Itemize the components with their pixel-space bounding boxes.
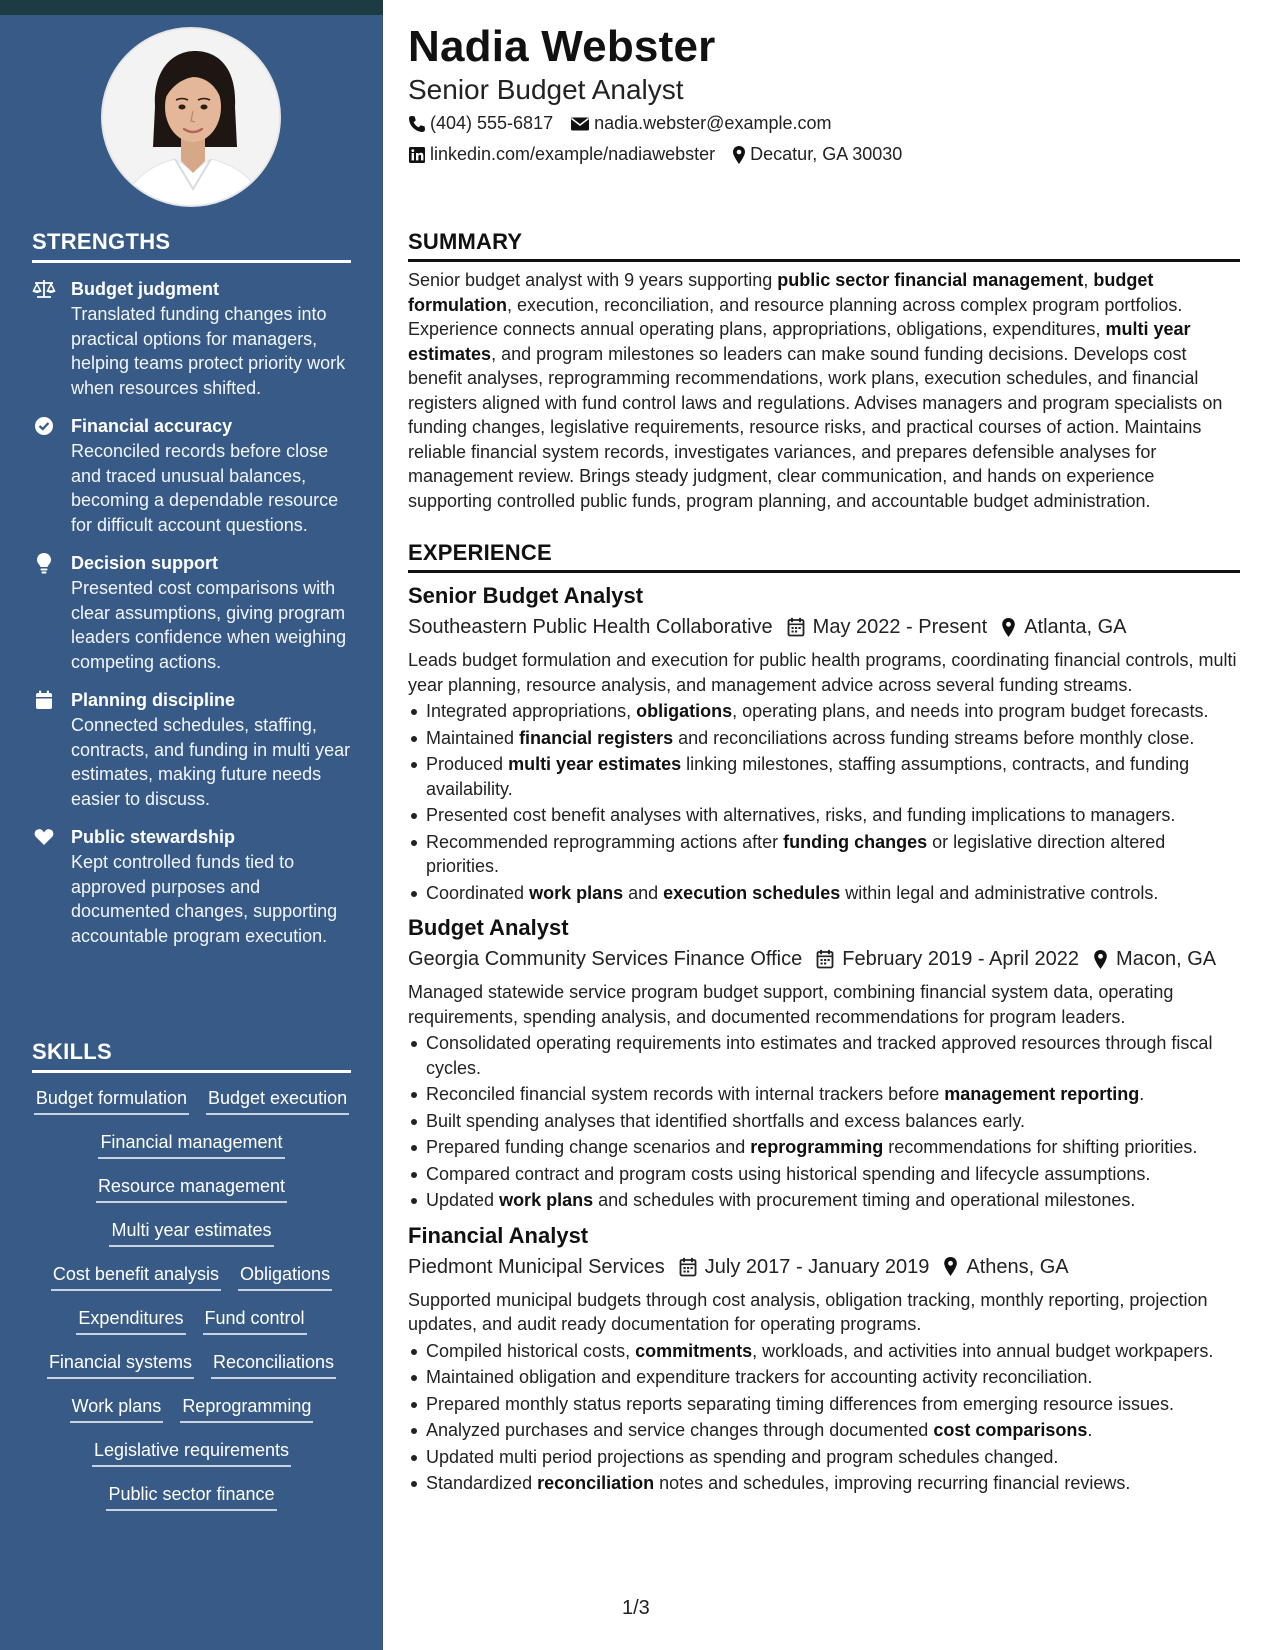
bold-text: work plans bbox=[499, 1190, 594, 1210]
text-run: Integrated appropriations, bbox=[426, 701, 637, 721]
text-run: Prepared monthly status reports separating timing differences from emerging resource issues. bbox=[426, 1393, 1175, 1414]
bullet-item bbox=[408, 1445, 1240, 1470]
text-run: Senior budget analyst with 9 years supporting bbox=[408, 270, 778, 290]
bullet-item bbox=[408, 1339, 1240, 1364]
contact-row-1 bbox=[408, 113, 848, 134]
strength-title: Budget judgment bbox=[71, 279, 219, 299]
location-contact bbox=[732, 144, 902, 165]
strength-item bbox=[32, 688, 351, 811]
job-dates-wrap bbox=[679, 1252, 930, 1282]
text-run: and schedules with procurement timing and operational milestones. bbox=[593, 1190, 1136, 1210]
strength-title: Public stewardship bbox=[71, 827, 236, 847]
text-run: notes and schedules, improving recurring financial reviews. bbox=[654, 1473, 1131, 1493]
strength-title: Financial accuracy bbox=[71, 416, 233, 436]
text-run: and reconciliations across funding streams before monthly close. bbox=[673, 727, 1195, 748]
page-number: 1/3 bbox=[622, 1597, 650, 1619]
job-bullets bbox=[408, 1339, 1240, 1496]
envelope-icon bbox=[570, 116, 590, 132]
profile-photo bbox=[103, 29, 281, 207]
skill-tag: Public sector finance bbox=[106, 1481, 276, 1511]
job-dates: February 2019 - April 2022 bbox=[842, 948, 1080, 970]
job-description: Leads budget formulation and execution for public health programs, coordinating financial controls, multi year planning, resource analysis, and management advice across several funding streams. bbox=[408, 650, 1237, 695]
skill-tag: Obligations bbox=[238, 1261, 332, 1291]
skill-tag: Legislative requirements bbox=[92, 1437, 291, 1467]
text-run: Standardized bbox=[426, 1473, 538, 1493]
bullet-item bbox=[408, 803, 1240, 828]
strength-text: Presented cost comparisons with clear assumptions, giving program leaders confidence when weighing competing actions. bbox=[71, 578, 347, 672]
email-contact[interactable] bbox=[570, 113, 831, 134]
bold-text: cost comparisons bbox=[933, 1420, 1088, 1440]
bold-text: obligations bbox=[636, 701, 733, 721]
text-run: Reconciled financial system records with internal trackers before bbox=[426, 1084, 945, 1104]
bold-text: reprogramming bbox=[750, 1137, 884, 1157]
job-location-wrap bbox=[1001, 612, 1126, 642]
text-run: , execution, reconciliation, and resource planning across complex program portfolios. Experience connects annual operating plans, appropriations, obligations, expenditures, bbox=[408, 294, 1183, 339]
text-run: Produced bbox=[426, 754, 509, 774]
text-run: Presented cost benefit analyses with alternatives, risks, and funding implications to managers. bbox=[426, 805, 1176, 825]
job-meta bbox=[408, 1252, 1240, 1282]
experience-heading: EXPERIENCE bbox=[408, 540, 1240, 573]
main-top-bar bbox=[383, 0, 1275, 4]
job-role: Budget Analyst bbox=[408, 915, 569, 940]
job-entry bbox=[408, 1221, 1240, 1496]
job-location-wrap bbox=[943, 1252, 1068, 1282]
text-run: Maintained bbox=[426, 727, 520, 748]
bold-text: management reporting bbox=[944, 1084, 1140, 1104]
text-run: Updated multi period projections as spending and program schedules changed. bbox=[426, 1446, 1059, 1467]
text-run: within legal and administrative controls. bbox=[840, 882, 1159, 903]
job-org: Southeastern Public Health Collaborative bbox=[408, 616, 773, 638]
skills-section bbox=[32, 1039, 351, 1511]
skill-tag: Budget execution bbox=[206, 1085, 349, 1115]
bullet-item bbox=[408, 1162, 1240, 1187]
linkedin-contact[interactable] bbox=[408, 144, 715, 165]
bullet-item bbox=[408, 1082, 1240, 1107]
job-org: Georgia Community Services Finance Office bbox=[408, 948, 803, 970]
job-description: Supported municipal budgets through cost analysis, obligation tracking, monthly reporting, projection updates, and audit ready documentation for operating programs. bbox=[408, 1289, 1208, 1334]
job-dates-wrap bbox=[787, 612, 988, 642]
phone-number: (404) 555-6817 bbox=[430, 113, 554, 133]
job-entry bbox=[408, 581, 1240, 905]
text-run: Consolidated operating requirements into estimates and tracked approved resources through fiscal cycles. bbox=[426, 1033, 1213, 1078]
text-run: Compared contract and program costs using historical spending and lifecycle assumptions. bbox=[426, 1163, 1151, 1184]
skill-tag: Expenditures bbox=[76, 1305, 185, 1335]
bullet-item bbox=[408, 881, 1240, 906]
skills-heading: SKILLS bbox=[32, 1039, 351, 1073]
bold-text: public sector financial management bbox=[777, 270, 1084, 290]
strength-title: Planning discipline bbox=[71, 690, 236, 710]
skill-tag: Financial management bbox=[98, 1129, 284, 1159]
job-description: Managed statewide service program budget support, combining financial system data, operating requirements, spending analysis, and documented recommendations for program leaders. bbox=[408, 982, 1174, 1027]
map-pin-icon bbox=[1001, 617, 1024, 638]
bold-text: funding changes bbox=[783, 831, 928, 852]
summary-section bbox=[408, 229, 1240, 513]
balance-scale-icon bbox=[32, 278, 56, 300]
summary-text bbox=[408, 268, 1240, 513]
job-dates: May 2022 - Present bbox=[812, 616, 988, 638]
skill-tag: Cost benefit analysis bbox=[51, 1261, 221, 1291]
bullet-item bbox=[408, 1418, 1240, 1443]
text-run: , bbox=[1083, 270, 1094, 290]
bullet-item bbox=[408, 1471, 1240, 1496]
text-run: Analyzed purchases and service changes through documented bbox=[426, 1420, 934, 1440]
skill-tag: Financial systems bbox=[47, 1349, 194, 1379]
bullet-item bbox=[408, 1031, 1240, 1080]
text-run: , operating plans, and needs into program budget forecasts. bbox=[732, 701, 1209, 721]
skill-tag: Resource management bbox=[96, 1173, 287, 1203]
skill-tag: Budget formulation bbox=[34, 1085, 189, 1115]
text-run: and bbox=[623, 882, 664, 903]
text-run: , workloads, and activities into annual budget workpapers. bbox=[752, 1340, 1214, 1361]
calendar-icon bbox=[32, 689, 56, 711]
job-location: Atlanta, GA bbox=[1024, 616, 1127, 638]
text-run: . bbox=[1139, 1084, 1145, 1104]
strength-text: Kept controlled funds tied to approved purposes and documented changes, supporting accountable program execution. bbox=[71, 852, 338, 946]
job-role: Senior Budget Analyst bbox=[408, 583, 644, 608]
bullet-item bbox=[408, 752, 1240, 801]
text-run: recommendations for shifting priorities. bbox=[883, 1137, 1198, 1157]
linkedin-icon bbox=[408, 146, 426, 164]
summary-heading: SUMMARY bbox=[408, 229, 1240, 262]
strengths-section bbox=[32, 229, 351, 948]
text-run: Prepared funding change scenarios and bbox=[426, 1137, 751, 1157]
experience-section bbox=[408, 540, 1240, 1496]
text-run: Maintained obligation and expenditure trackers for accounting activity reconciliation. bbox=[426, 1367, 1093, 1387]
jobs-list bbox=[408, 581, 1240, 1496]
skill-tag: Reprogramming bbox=[180, 1393, 313, 1423]
calendar-icon bbox=[787, 617, 813, 637]
strength-text: Reconciled records before close and traced unusual balances, becoming a dependable resource for difficult account questions. bbox=[71, 441, 339, 535]
skill-tag: Work plans bbox=[70, 1393, 164, 1423]
bold-text: work plans bbox=[529, 882, 624, 903]
map-pin-icon bbox=[732, 145, 746, 165]
skill-tag: Multi year estimates bbox=[109, 1217, 273, 1247]
job-dates: July 2017 - January 2019 bbox=[704, 1255, 930, 1278]
email-address: nadia.webster@example.com bbox=[594, 113, 832, 133]
job-location: Macon, GA bbox=[1116, 948, 1217, 970]
location-text: Decatur, GA 30030 bbox=[750, 144, 903, 164]
sidebar-top-bar bbox=[0, 0, 383, 15]
bullet-item bbox=[408, 1135, 1240, 1160]
bold-text: reconciliation bbox=[537, 1473, 655, 1493]
strength-item bbox=[32, 825, 351, 948]
job-entry bbox=[408, 913, 1240, 1213]
skill-tag: Reconciliations bbox=[211, 1349, 336, 1379]
skills-list bbox=[32, 1085, 351, 1511]
job-meta bbox=[408, 944, 1240, 974]
text-run: or legislative direction altered priorities. bbox=[426, 831, 1166, 876]
bold-text: commitments bbox=[635, 1340, 753, 1361]
job-location-wrap bbox=[1093, 944, 1216, 974]
sidebar bbox=[0, 0, 383, 1650]
job-role: Financial Analyst bbox=[408, 1222, 589, 1248]
job-bullets bbox=[408, 699, 1240, 905]
strength-text: Connected schedules, staffing, contracts, and funding in multi year estimates, making future needs easier to discuss. bbox=[71, 715, 351, 809]
phone-icon bbox=[408, 115, 426, 133]
bullet-item bbox=[408, 699, 1240, 724]
check-circle-icon bbox=[32, 415, 56, 437]
bullet-item bbox=[408, 830, 1240, 879]
linkedin-url: linkedin.com/example/nadiawebster bbox=[430, 144, 716, 164]
avatar bbox=[101, 27, 281, 207]
job-org: Piedmont Municipal Services bbox=[408, 1255, 665, 1278]
calendar-icon bbox=[816, 949, 842, 969]
strength-item bbox=[32, 277, 351, 400]
strength-item bbox=[32, 414, 351, 537]
phone-contact[interactable] bbox=[408, 113, 553, 134]
job-location: Athens, GA bbox=[966, 1255, 1069, 1278]
strength-text: Translated funding changes into practical options for managers, helping teams protect priority work when resources shifted. bbox=[71, 304, 346, 398]
bold-text: budget formulation bbox=[408, 270, 1154, 315]
text-run: Built spending analyses that identified shortfalls and excess balances early. bbox=[426, 1110, 1026, 1131]
map-pin-icon bbox=[943, 1256, 966, 1277]
job-meta bbox=[408, 612, 1240, 642]
bullet-item bbox=[408, 1392, 1240, 1417]
heart-icon bbox=[32, 826, 56, 848]
job-dates-wrap bbox=[816, 944, 1079, 974]
bullet-item bbox=[408, 1109, 1240, 1134]
text-run: Recommended reprogramming actions after bbox=[426, 831, 784, 852]
text-run: linking milestones, staffing assumptions, contracts, and funding availability. bbox=[426, 754, 1190, 799]
text-run: . bbox=[1087, 1420, 1093, 1440]
strengths-heading: STRENGTHS bbox=[32, 229, 351, 263]
bullet-item bbox=[408, 1365, 1240, 1390]
candidate-title: Senior Budget Analyst bbox=[408, 74, 684, 105]
calendar-icon bbox=[679, 1257, 705, 1277]
strength-item bbox=[32, 551, 351, 674]
strength-title: Decision support bbox=[71, 553, 219, 573]
candidate-name: Nadia Webster bbox=[408, 22, 716, 71]
bold-text: financial registers bbox=[519, 727, 674, 748]
bold-text: multi year estimates bbox=[508, 754, 682, 774]
bullet-item bbox=[408, 1188, 1240, 1213]
text-run: Compiled historical costs, bbox=[426, 1340, 636, 1361]
job-bullets bbox=[408, 1031, 1240, 1213]
bullet-item bbox=[408, 726, 1240, 751]
map-pin-icon bbox=[1093, 949, 1116, 970]
text-run: , and program milestones so leaders can make sound funding decisions. Develops cost benefit analyses, reprogramming recommendations, work plans, execution schedules, and financial registers aligned with fund control laws and regulations. Advises managers and program specialists on funding changes, legislative requirements, resource risks, and practical courses of action. Maintains reliable financial system records, investigates variances, and prepares defensible analyses for management review. Brings steady judgment, clear communication, and hands on experience supporting controlled public funds, program planning, and accountable budget administration. bbox=[408, 343, 1223, 511]
text-run: Coordinated bbox=[426, 882, 530, 903]
skill-tag: Fund control bbox=[203, 1305, 307, 1335]
bold-text: multi year estimates bbox=[408, 319, 1191, 364]
text-run: Updated bbox=[426, 1190, 500, 1210]
lightbulb-icon bbox=[32, 552, 56, 574]
contact-row-2 bbox=[408, 144, 919, 165]
bold-text: execution schedules bbox=[663, 882, 841, 903]
